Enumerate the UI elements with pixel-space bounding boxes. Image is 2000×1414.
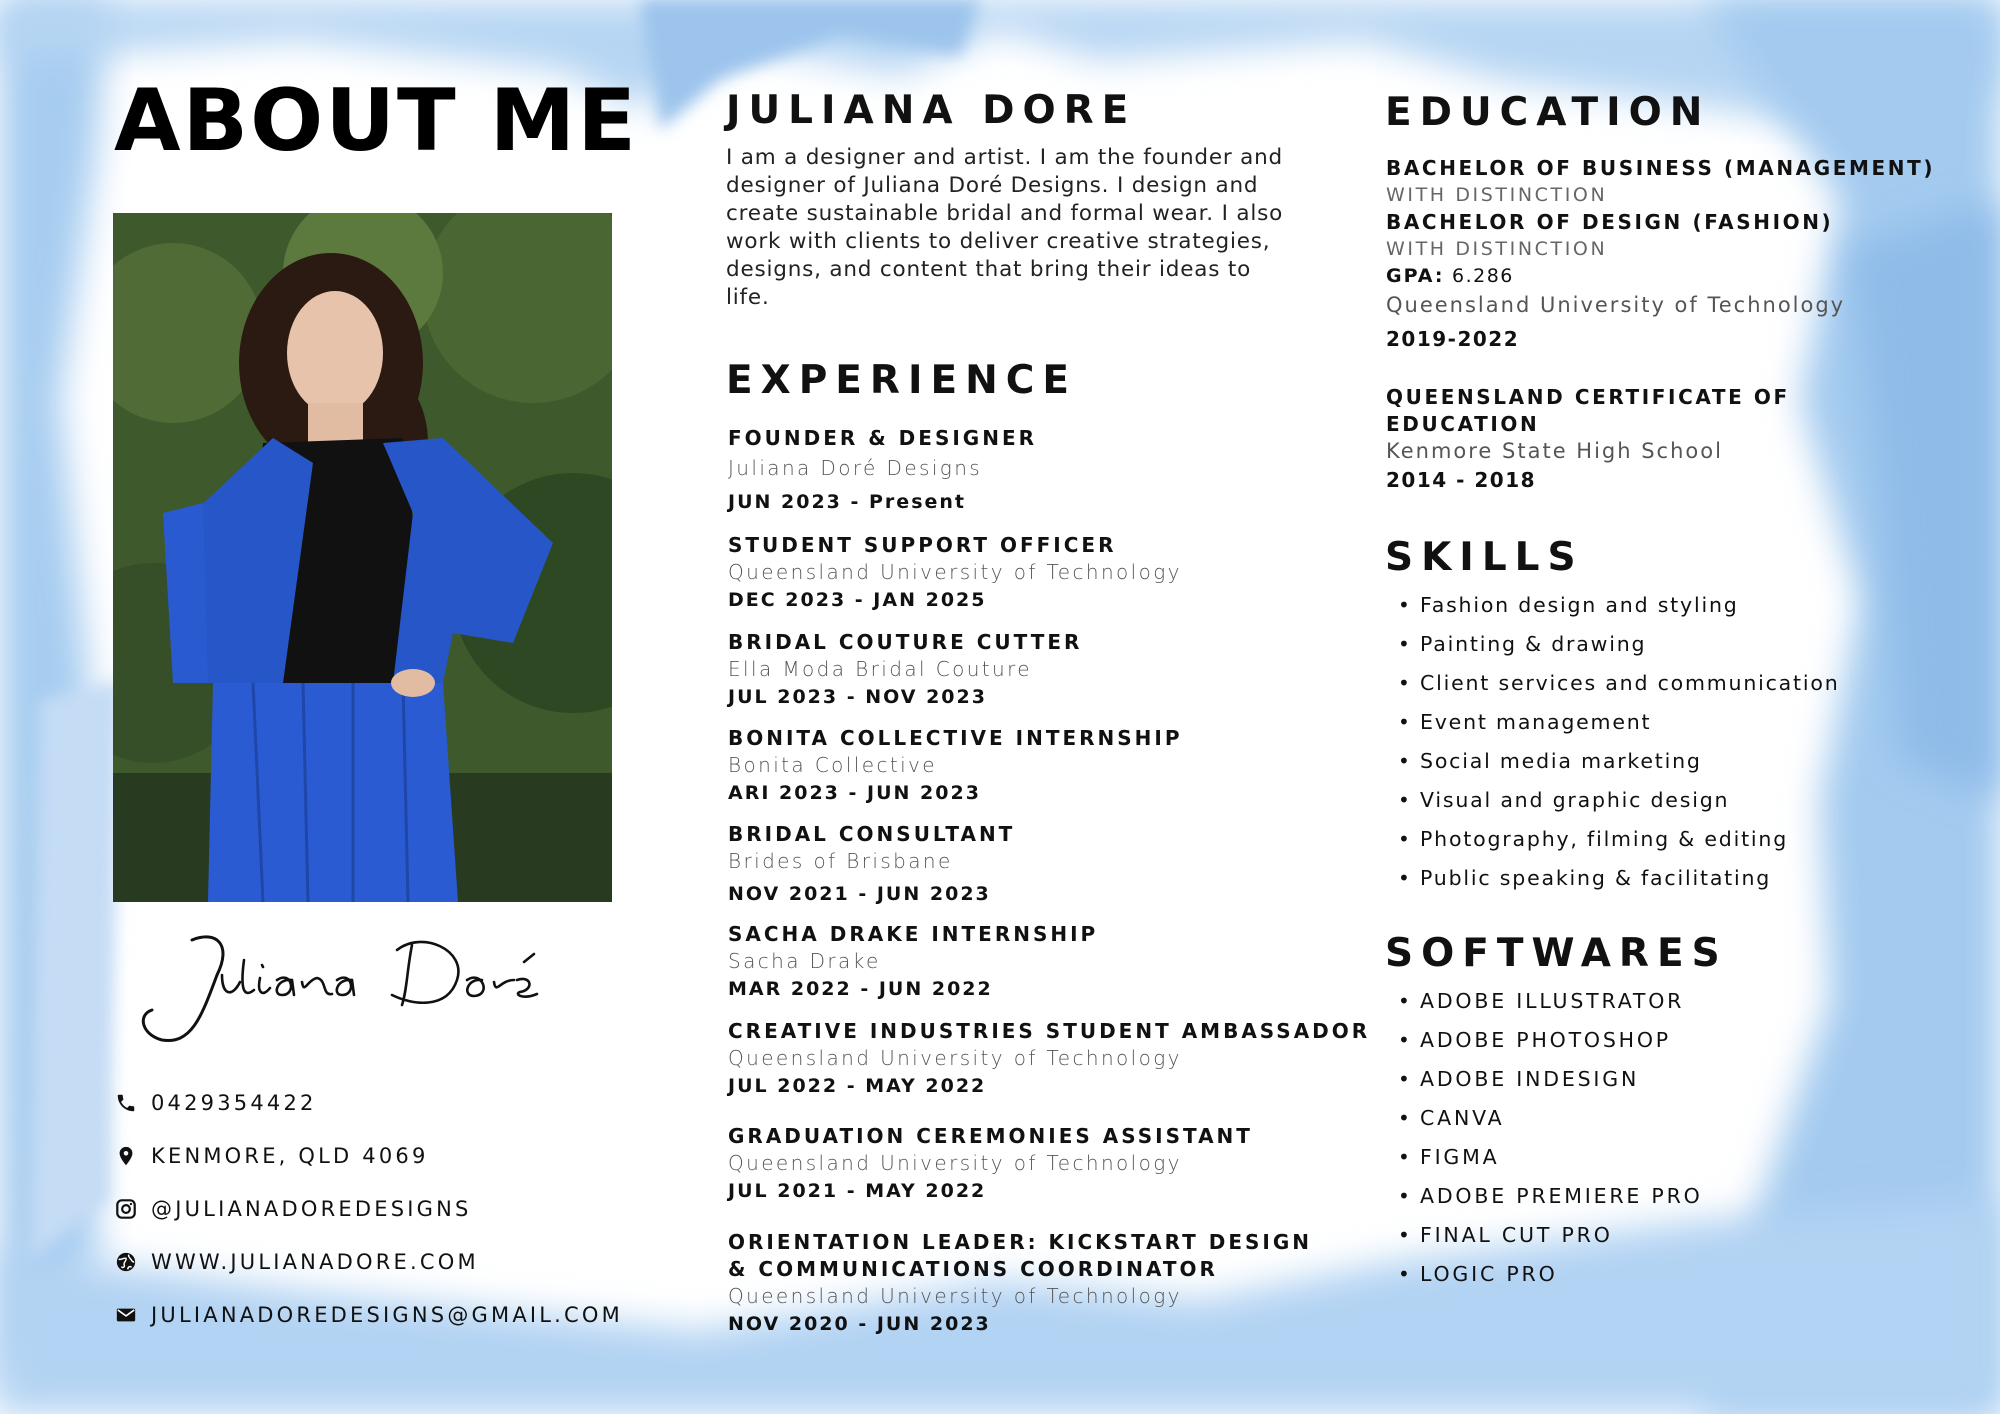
job-item [728, 1229, 1318, 1338]
job-title: FOUNDER & DESIGNER [728, 426, 1037, 450]
job-title: STUDENT SUPPORT OFFICER [728, 533, 1117, 557]
contact-email[interactable] [115, 1303, 623, 1327]
job-title: GRADUATION CEREMONIES ASSISTANT [728, 1124, 1253, 1148]
job-dates: NOV 2020 - JUN 2023 [728, 1313, 991, 1335]
about-me-heading: ABOUT ME [114, 71, 638, 171]
profile-name: JULIANA DORE [726, 88, 1137, 133]
contact-website[interactable] [115, 1250, 479, 1274]
job-organisation: Juliana Doré Designs [728, 456, 983, 480]
job-title: BRIDAL COUTURE CUTTER [728, 630, 1083, 654]
certificate-title: QUEENSLAND CERTIFICATE OF EDUCATION [1386, 385, 1790, 436]
list-item: • Photography, filming & editing [1386, 820, 1840, 859]
list-item: • ADOBE INDESIGN [1386, 1060, 1703, 1099]
job-organisation: Queensland University of Technology [728, 1046, 1182, 1070]
list-item: • LOGIC PRO [1386, 1255, 1703, 1294]
job-dates: JUL 2021 - MAY 2022 [728, 1180, 987, 1202]
mail-icon [115, 1304, 137, 1326]
list-item: • ADOBE PHOTOSHOP [1386, 1021, 1703, 1060]
job-dates: JUN 2023 - Present [728, 491, 966, 513]
list-item: • Client services and communication [1386, 664, 1840, 703]
list-item: • Event management [1386, 703, 1840, 742]
phone-icon [115, 1092, 137, 1114]
job-item [728, 1018, 1371, 1100]
profile-bio: I am a designer and artist. I am the founder and designer of Juliana Doré Designs. I design and create sustainable bridal and formal wear. I also work with clients to deliver creative strategies, designs, and content that bring their ideas to life. [726, 145, 1284, 310]
list-item: • Social media marketing [1386, 742, 1840, 781]
profile-photo [113, 213, 612, 902]
job-item [728, 821, 1328, 913]
instagram-handle: @JULIANADOREDESIGNS [151, 1197, 472, 1221]
email-address: JULIANADOREDESIGNS@GMAIL.COM [151, 1303, 623, 1327]
job-item [728, 921, 1328, 1003]
website-link: WWW.JULIANADORE.COM [151, 1250, 479, 1274]
job-organisation: Bonita Collective [728, 753, 937, 777]
list-item: • FIGMA [1386, 1138, 1703, 1177]
phone-number: 0429354422 [151, 1091, 317, 1115]
job-title: CREATIVE INDUSTRIES STUDENT AMBASSADOR [728, 1019, 1371, 1043]
gpa-label: GPA: [1386, 265, 1445, 287]
job-organisation: Queensland University of Technology [728, 1151, 1182, 1175]
softwares-heading: SOFTWARES [1385, 931, 1728, 976]
degree-distinction: WITH DISTINCTION [1386, 238, 1608, 260]
list-item: • CANVA [1386, 1099, 1703, 1138]
contact-phone[interactable] [115, 1091, 317, 1115]
study-years: 2019-2022 [1386, 327, 1520, 351]
signature [122, 920, 622, 1060]
school-name: Kenmore State High School [1386, 439, 1723, 463]
job-dates: MAR 2022 - JUN 2022 [728, 978, 993, 1000]
softwares-list [1386, 982, 1703, 1294]
location-pin-icon [115, 1145, 137, 1167]
list-item: • Visual and graphic design [1386, 781, 1840, 820]
job-organisation: Sacha Drake [728, 949, 881, 973]
education-highschool [1386, 384, 1806, 496]
study-years: 2014 - 2018 [1386, 468, 1537, 492]
instagram-icon [115, 1198, 137, 1220]
gpa [1386, 263, 1946, 290]
location-text: KENMORE, QLD 4069 [151, 1144, 429, 1168]
globe-icon [115, 1251, 137, 1273]
list-item: • ADOBE ILLUSTRATOR [1386, 982, 1703, 1021]
contact-location [115, 1144, 429, 1168]
job-dates: JUL 2022 - MAY 2022 [728, 1075, 987, 1097]
job-organisation: Ella Moda Bridal Couture [728, 657, 1032, 681]
list-item: • ADOBE PREMIERE PRO [1386, 1177, 1703, 1216]
list-item: • Painting & drawing [1386, 625, 1840, 664]
degree-title: BACHELOR OF BUSINESS (MANAGEMENT) [1386, 156, 1936, 180]
job-dates: NOV 2021 - JUN 2023 [728, 883, 991, 905]
school-name: Queensland University of Technology [1386, 293, 1846, 317]
list-item: • Fashion design and styling [1386, 586, 1840, 625]
job-title: BONITA COLLECTIVE INTERNSHIP [728, 726, 1183, 750]
job-organisation: Queensland University of Technology [728, 1284, 1182, 1308]
job-dates: JUL 2023 - NOV 2023 [728, 686, 987, 708]
degree-distinction: WITH DISTINCTION [1386, 184, 1608, 206]
job-item [728, 425, 1328, 520]
education-university [1386, 155, 1946, 358]
experience-heading: EXPERIENCE [726, 358, 1078, 403]
job-item [728, 1123, 1328, 1205]
job-title: ORIENTATION LEADER: KICKSTART DESIGN & COMMUNICATIONS COORDINATOR [728, 1230, 1313, 1281]
contact-instagram[interactable] [115, 1197, 472, 1221]
degree-title: BACHELOR OF DESIGN (FASHION) [1386, 210, 1834, 234]
list-item: • FINAL CUT PRO [1386, 1216, 1703, 1255]
job-item [728, 629, 1328, 711]
job-dates: DEC 2023 - JAN 2025 [728, 589, 987, 611]
list-item: • Public speaking & facilitating [1386, 859, 1840, 898]
job-organisation: Brides of Brisbane [728, 849, 953, 873]
gpa-value: 6.286 [1451, 265, 1514, 287]
job-item [728, 532, 1328, 614]
skills-heading: SKILLS [1385, 535, 1584, 580]
job-title: SACHA DRAKE INTERNSHIP [728, 922, 1099, 946]
job-title: BRIDAL CONSULTANT [728, 822, 1016, 846]
job-organisation: Queensland University of Technology [728, 560, 1182, 584]
job-dates: ARI 2023 - JUN 2023 [728, 782, 981, 804]
education-heading: EDUCATION [1385, 90, 1711, 135]
skills-list [1386, 586, 1840, 898]
job-item [728, 725, 1328, 807]
